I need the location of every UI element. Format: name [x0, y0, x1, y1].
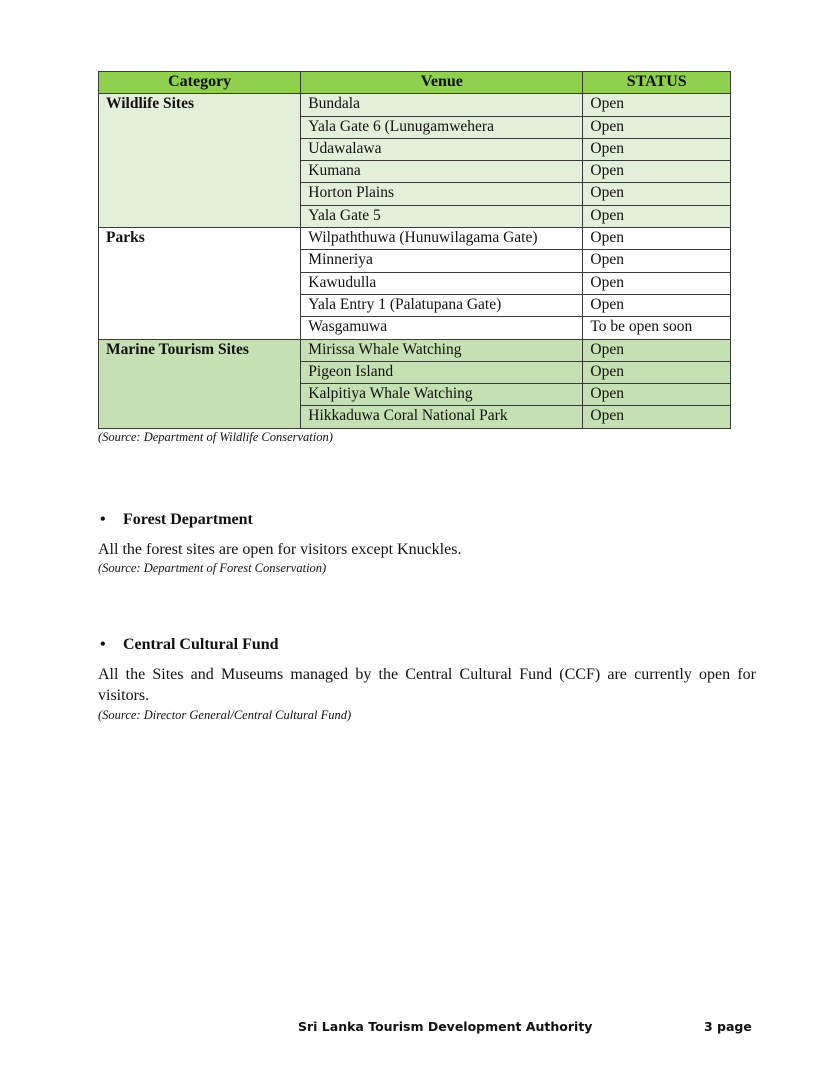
- status-cell: Open: [583, 138, 731, 160]
- table-source-note: (Source: Department of Wildlife Conservation): [98, 430, 333, 444]
- venue-cell: Yala Entry 1 (Palatupana Gate): [301, 294, 583, 316]
- bullet-icon: •: [100, 636, 106, 653]
- venue-cell: Hikkaduwa Coral National Park: [301, 406, 583, 428]
- venue-cell: Kalpitiya Whale Watching: [301, 384, 583, 406]
- venue-cell: Wilpaththuwa (Hunuwilagama Gate): [301, 228, 583, 250]
- status-cell: Open: [583, 250, 731, 272]
- footer-page-number: 3 page: [704, 1019, 752, 1034]
- forest-heading-text: Forest Department: [123, 511, 253, 528]
- venue-cell: Yala Gate 5: [301, 205, 583, 227]
- footer-organization: Sri Lanka Tourism Development Authority: [298, 1019, 593, 1034]
- venue-cell: Horton Plains: [301, 183, 583, 205]
- status-cell: To be open soon: [583, 317, 731, 339]
- status-cell: Open: [583, 272, 731, 294]
- header-venue: Venue: [301, 72, 583, 94]
- ccf-paragraph: All the Sites and Museums managed by the Central Cultural Fund (CCF) are currently open for visitors.: [98, 666, 756, 704]
- table-row: [99, 94, 731, 116]
- table-header-row: [99, 72, 731, 94]
- venue-cell: Wasgamuwa: [301, 317, 583, 339]
- status-cell: Open: [583, 161, 731, 183]
- venue-cell: Kawudulla: [301, 272, 583, 294]
- venue-cell: Udawalawa: [301, 138, 583, 160]
- status-cell: Open: [583, 183, 731, 205]
- forest-source-note: (Source: Department of Forest Conservation): [98, 561, 327, 575]
- status-cell: Open: [583, 406, 731, 428]
- venue-cell: Minneriya: [301, 250, 583, 272]
- bullet-icon: •: [100, 511, 106, 528]
- forest-heading: [100, 511, 253, 529]
- venue-cell: Bundala: [301, 94, 583, 116]
- venue-cell: Mirissa Whale Watching: [301, 339, 583, 361]
- venue-cell: Kumana: [301, 161, 583, 183]
- category-cell: Parks: [99, 228, 301, 339]
- status-cell: Open: [583, 361, 731, 383]
- venue-status-table: [98, 71, 731, 429]
- status-cell: Open: [583, 339, 731, 361]
- forest-paragraph: All the forest sites are open for visitors except Knuckles.: [98, 541, 462, 558]
- ccf-source-note: (Source: Director General/Central Cultural Fund): [98, 708, 352, 722]
- header-category: Category: [99, 72, 301, 94]
- table-row: [99, 339, 731, 361]
- status-cell: Open: [583, 384, 731, 406]
- category-cell: Wildlife Sites: [99, 94, 301, 228]
- venue-cell: Yala Gate 6 (Lunugamwehera: [301, 116, 583, 138]
- table-body: [99, 94, 731, 428]
- venue-cell: Pigeon Island: [301, 361, 583, 383]
- category-cell: Marine Tourism Sites: [99, 339, 301, 428]
- status-cell: Open: [583, 294, 731, 316]
- table-row: [99, 228, 731, 250]
- status-cell: Open: [583, 116, 731, 138]
- status-cell: Open: [583, 94, 731, 116]
- ccf-heading-text: Central Cultural Fund: [123, 636, 279, 653]
- ccf-heading: [100, 636, 279, 654]
- header-status: STATUS: [583, 72, 731, 94]
- status-cell: Open: [583, 228, 731, 250]
- status-cell: Open: [583, 205, 731, 227]
